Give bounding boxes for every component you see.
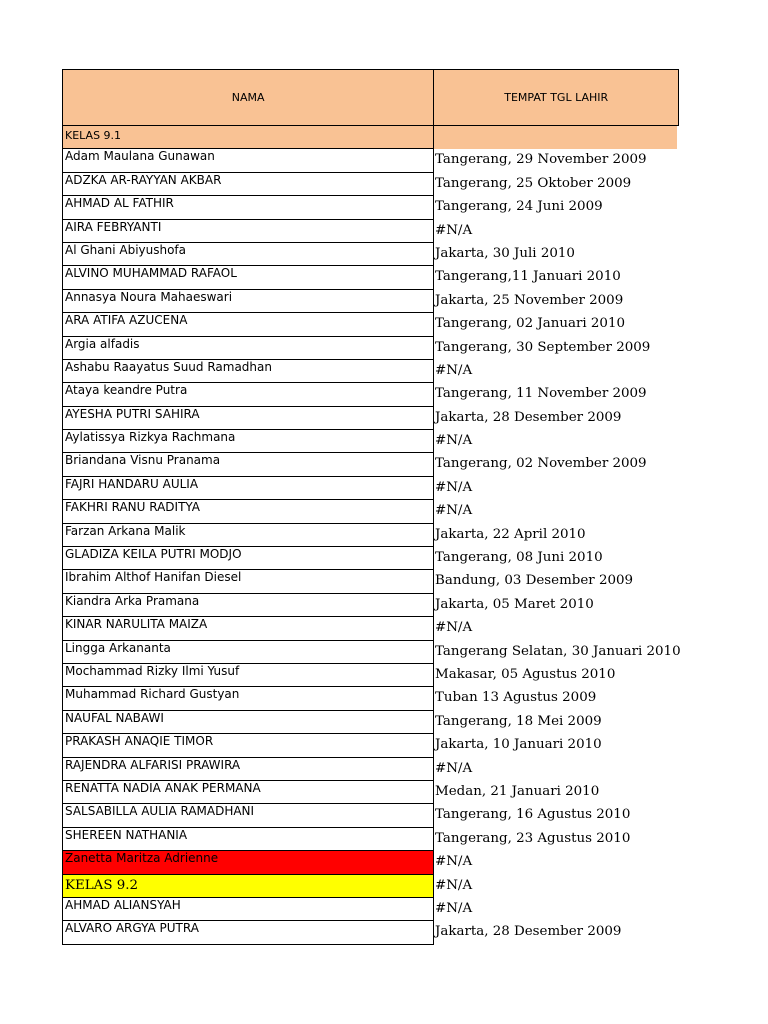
name-cell[interactable]: FAJRI HANDARU AULIA <box>62 477 434 500</box>
birth-cell[interactable]: #N/A <box>435 362 473 378</box>
table-row <box>62 149 679 172</box>
name-cell[interactable]: FAKHRI RANU RADITYA <box>62 500 434 523</box>
name-cell[interactable]: ADZKA AR-RAYYAN AKBAR <box>62 173 434 196</box>
birth-cell[interactable]: Tangerang, 18 Mei 2009 <box>435 713 602 729</box>
table-row <box>62 734 679 757</box>
birth-cell[interactable]: #N/A <box>435 900 473 916</box>
name-cell[interactable]: PRAKASH ANAQIE TIMOR <box>62 734 434 757</box>
section-row <box>62 875 679 898</box>
name-cell[interactable]: RAJENDRA ALFARISI PRAWIRA <box>62 758 434 781</box>
birth-cell[interactable]: #N/A <box>435 854 473 870</box>
table-row <box>62 407 679 430</box>
name-cell[interactable]: Zanetta Maritza Adrienne <box>62 851 434 874</box>
name-cell[interactable]: Kiandra Arka Pramana <box>62 594 434 617</box>
name-cell[interactable]: ALVINO MUHAMMAD RAFAOL <box>62 266 434 289</box>
section-row <box>62 126 679 149</box>
table-row <box>62 266 679 289</box>
name-cell[interactable]: AIRA FEBRYANTI <box>62 220 434 243</box>
name-cell[interactable]: RENATTA NADIA ANAK PERMANA <box>62 781 434 804</box>
birth-cell[interactable]: Tangerang,11 Januari 2010 <box>435 269 621 285</box>
table-row <box>62 921 679 944</box>
table-row <box>62 570 679 593</box>
table-row <box>62 828 679 851</box>
name-cell[interactable]: KELAS 9.2 <box>62 875 434 898</box>
table-row <box>62 804 679 827</box>
name-cell[interactable]: Mochammad Rizky Ilmi Yusuf <box>62 664 434 687</box>
table-row <box>62 898 679 921</box>
table-row <box>62 664 679 687</box>
table-row <box>62 524 679 547</box>
birth-cell[interactable]: Bandung, 03 Desember 2009 <box>435 573 634 589</box>
table-row <box>62 290 679 313</box>
birth-cell[interactable]: Tangerang, 29 November 2009 <box>435 152 647 168</box>
birth-cell[interactable]: Jakarta, 05 Maret 2010 <box>435 596 594 612</box>
table-row <box>62 477 679 500</box>
table-row <box>62 196 679 219</box>
name-cell[interactable]: Ibrahim Althof Hanifan Diesel <box>62 570 434 593</box>
table-row <box>62 781 679 804</box>
birth-cell[interactable]: Tangerang, 08 Juni 2010 <box>435 550 603 566</box>
birth-cell[interactable] <box>434 126 677 149</box>
table-row <box>62 500 679 523</box>
name-cell[interactable]: AHMAD AL FATHIR <box>62 196 434 219</box>
name-cell[interactable]: Annasya Noura Mahaeswari <box>62 290 434 313</box>
header-nama[interactable]: NAMA <box>63 70 434 125</box>
name-cell[interactable]: Farzan Arkana Malik <box>62 524 434 547</box>
birth-cell[interactable]: Tangerang Selatan, 30 Januari 2010 <box>435 643 681 659</box>
name-cell[interactable]: Ataya keandre Putra <box>62 383 434 406</box>
table-row <box>62 547 679 570</box>
birth-cell[interactable]: Jakarta, 28 Desember 2009 <box>435 409 622 425</box>
name-cell[interactable]: Al Ghani Abiyushofa <box>62 243 434 266</box>
birth-cell[interactable]: Tangerang, 25 Oktober 2009 <box>435 175 632 191</box>
name-cell[interactable]: Muhammad Richard Gustyan <box>62 687 434 710</box>
name-cell[interactable]: Adam Maulana Gunawan <box>62 149 434 172</box>
table-body <box>62 126 679 945</box>
birth-cell[interactable]: #N/A <box>435 433 473 449</box>
birth-cell[interactable]: Tuban 13 Agustus 2009 <box>435 690 597 706</box>
birth-cell[interactable]: Tangerang, 11 November 2009 <box>435 386 647 402</box>
table-row <box>62 594 679 617</box>
name-cell[interactable]: Ashabu Raayatus Suud Ramadhan <box>62 360 434 383</box>
table-row <box>62 337 679 360</box>
birth-cell[interactable]: #N/A <box>435 620 473 636</box>
name-cell[interactable]: GLADIZA KEILA PUTRI MODJO <box>62 547 434 570</box>
birth-cell[interactable]: Tangerang, 02 Januari 2010 <box>435 316 625 332</box>
name-cell[interactable]: Lingga Arkananta <box>62 641 434 664</box>
table-row <box>62 383 679 406</box>
name-cell[interactable]: AHMAD ALIANSYAH <box>62 898 434 921</box>
name-cell[interactable]: NAUFAL NABAWI <box>62 711 434 734</box>
table-row <box>62 641 679 664</box>
birth-cell[interactable]: Jakarta, 28 Desember 2009 <box>435 924 622 940</box>
birth-cell[interactable]: Tangerang, 16 Agustus 2010 <box>435 807 631 823</box>
name-cell[interactable]: Argia alfadis <box>62 337 434 360</box>
name-cell[interactable]: Briandana Visnu Pranama <box>62 453 434 476</box>
birth-cell[interactable]: #N/A <box>435 760 473 776</box>
table-row <box>62 687 679 710</box>
table-row <box>62 313 679 336</box>
birth-cell[interactable]: Tangerang, 30 September 2009 <box>435 339 651 355</box>
table-row <box>62 360 679 383</box>
birth-cell[interactable]: Medan, 21 Januari 2010 <box>435 783 600 799</box>
header-tempat-tgl-lahir[interactable]: TEMPAT TGL LAHIR <box>504 91 609 104</box>
birth-cell[interactable]: Jakarta, 25 November 2009 <box>435 292 624 308</box>
table-row <box>62 851 679 874</box>
birth-cell[interactable]: #N/A <box>435 877 473 893</box>
name-cell[interactable]: SALSABILLA AULIA RAMADHANI <box>62 804 434 827</box>
table-row <box>62 453 679 476</box>
birth-cell[interactable]: Tangerang, 23 Agustus 2010 <box>435 830 631 846</box>
student-table <box>62 69 679 945</box>
birth-cell[interactable]: Tangerang, 24 Juni 2009 <box>435 199 603 215</box>
table-row <box>62 173 679 196</box>
birth-cell[interactable]: Makasar, 05 Agustus 2010 <box>435 666 616 682</box>
birth-cell[interactable]: Tangerang, 02 November 2009 <box>435 456 647 472</box>
table-header <box>62 69 679 126</box>
table-row <box>62 220 679 243</box>
name-cell[interactable]: AYESHA PUTRI SAHIRA <box>62 407 434 430</box>
name-cell[interactable]: KINAR NARULITA MAIZA <box>62 617 434 640</box>
name-cell[interactable]: ALVARO ARGYA PUTRA <box>62 921 434 944</box>
name-cell[interactable]: ARA ATIFA AZUCENA <box>62 313 434 336</box>
table-row <box>62 711 679 734</box>
birth-cell[interactable]: Jakarta, 22 April 2010 <box>435 526 586 542</box>
birth-cell[interactable]: #N/A <box>435 222 473 238</box>
name-cell[interactable]: SHEREEN NATHANIA <box>62 828 434 851</box>
table-row <box>62 617 679 640</box>
table-row <box>62 758 679 781</box>
table-row <box>62 243 679 266</box>
name-cell[interactable]: Aylatissya Rizkya Rachmana <box>62 430 434 453</box>
name-cell[interactable]: KELAS 9.1 <box>62 126 434 149</box>
birth-cell[interactable]: Jakarta, 10 Januari 2010 <box>435 737 602 753</box>
birth-cell[interactable]: Jakarta, 30 Juli 2010 <box>435 245 575 261</box>
birth-cell[interactable]: #N/A <box>435 479 473 495</box>
table-row <box>62 430 679 453</box>
birth-cell[interactable]: #N/A <box>435 503 473 519</box>
